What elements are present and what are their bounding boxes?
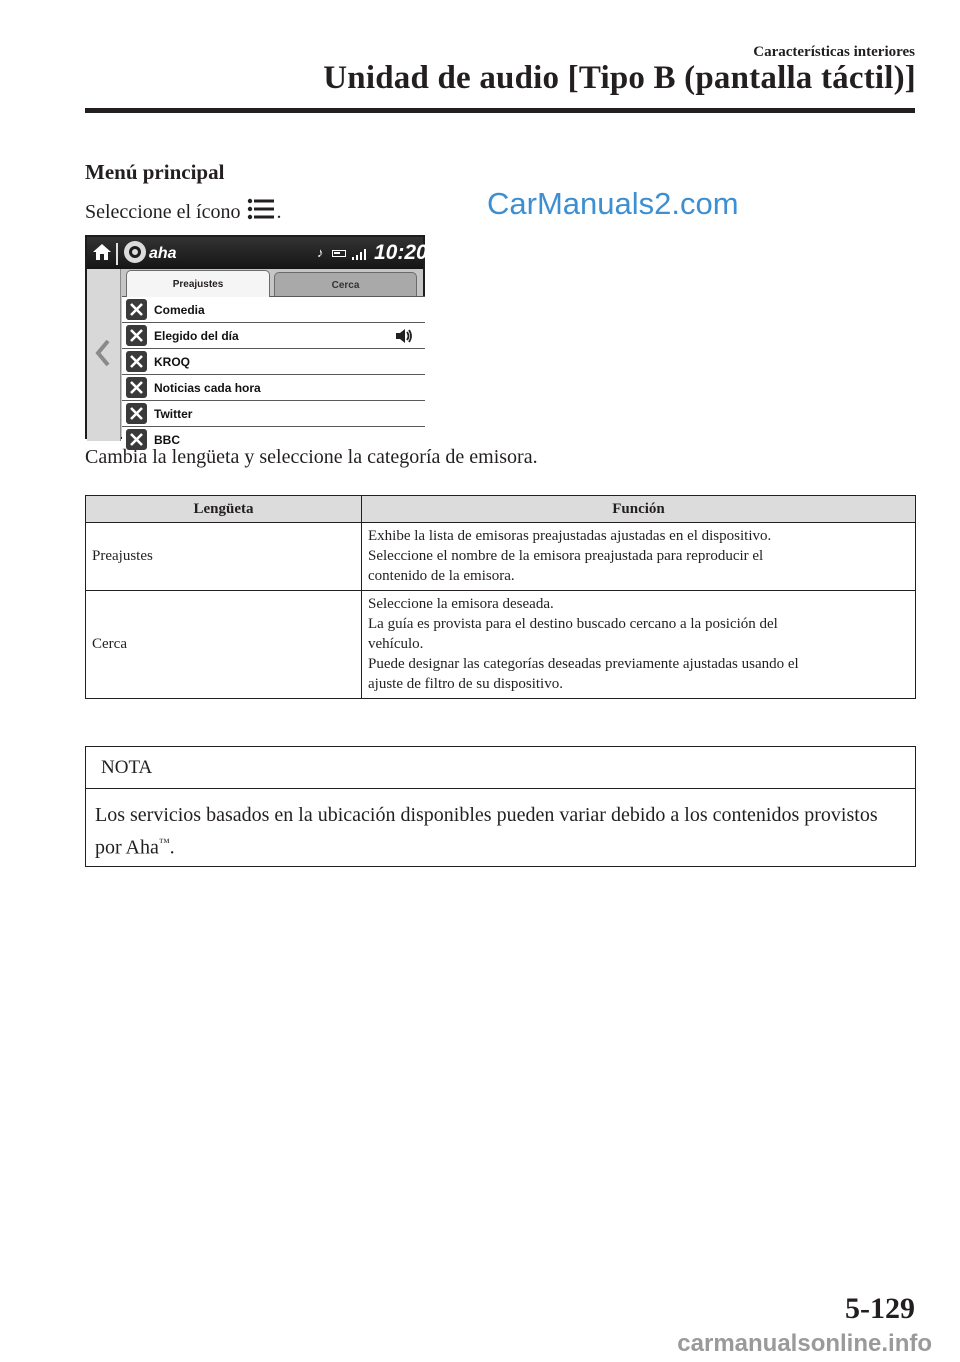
battery-icon xyxy=(332,250,346,257)
table-row xyxy=(86,523,916,591)
list-item[interactable] xyxy=(122,400,425,426)
list-menu-icon xyxy=(247,198,275,226)
separator xyxy=(116,243,118,265)
station-label: BBC xyxy=(154,432,180,447)
delete-icon[interactable] xyxy=(126,403,147,424)
section-label: Características interiores xyxy=(753,44,915,60)
aha-logo-icon xyxy=(124,241,146,263)
station-label: Comedia xyxy=(154,302,205,317)
station-label: KROQ xyxy=(154,354,190,369)
function-line: Seleccione el nombre de la emisora preajustada para reproducir el xyxy=(368,548,764,564)
note-body xyxy=(86,789,915,862)
list-item[interactable] xyxy=(122,374,425,400)
chapter-title: Unidad de audio [Tipo B (pantalla táctil)] xyxy=(323,60,916,96)
tab-cell: Preajustes xyxy=(86,523,362,591)
speaker-icon xyxy=(395,328,413,349)
note-text: Los servicios basados en la ubicación disponibles pueden variar debido a los contenidos provistos por Aha xyxy=(95,804,878,859)
function-line: La guía es provista para el destino buscado cercano a la posición del xyxy=(368,616,778,632)
table-header-row xyxy=(86,496,916,523)
function-cell xyxy=(362,523,916,591)
list-item[interactable] xyxy=(122,322,425,348)
station-label: Twitter xyxy=(154,406,193,421)
delete-icon[interactable] xyxy=(126,377,147,398)
function-line: Seleccione la emisora deseada. xyxy=(368,596,554,612)
page-number: 5-129 xyxy=(845,1292,915,1325)
signal-icon xyxy=(352,247,368,265)
clock: 10:20 xyxy=(374,241,428,264)
function-cell xyxy=(362,591,916,699)
function-line: vehículo. xyxy=(368,636,424,652)
note-period: . xyxy=(169,836,175,859)
instruction-line xyxy=(85,198,282,226)
station-list xyxy=(122,296,425,452)
tab-cell: Cerca xyxy=(86,591,362,699)
function-line: Exhibe la lista de emisoras preajustadas ajustadas en el dispositivo. xyxy=(368,528,772,544)
station-label: Noticias cada hora xyxy=(154,380,261,395)
function-table xyxy=(85,495,916,699)
instruction-text: Seleccione el ícono xyxy=(85,200,241,223)
tab-cerca[interactable]: Cerca xyxy=(274,272,417,297)
trademark: ™ xyxy=(158,837,170,849)
table-row xyxy=(86,591,916,699)
note-title: NOTA xyxy=(86,747,915,789)
column-header-tab: Lengüeta xyxy=(86,496,362,523)
music-note-icon: ♪ xyxy=(317,245,324,260)
screen-mockup xyxy=(85,235,428,447)
note-box xyxy=(85,746,916,867)
tab-preajustes[interactable]: Preajustes xyxy=(126,270,270,297)
home-icon[interactable] xyxy=(92,242,112,267)
function-line: Puede designar las categorías deseadas previamente ajustadas usando el xyxy=(368,656,799,672)
status-bar xyxy=(87,237,428,269)
sub-heading: Menú principal xyxy=(85,160,225,184)
back-panel[interactable] xyxy=(87,269,121,441)
delete-icon[interactable] xyxy=(126,351,147,372)
watermark: CarManuals2.com xyxy=(487,186,739,221)
list-item[interactable] xyxy=(122,296,425,322)
app-name: aha xyxy=(149,245,177,262)
column-header-function: Función xyxy=(362,496,916,523)
list-item[interactable] xyxy=(122,348,425,374)
delete-icon[interactable] xyxy=(126,325,147,346)
delete-icon[interactable] xyxy=(126,299,147,320)
chevron-left-icon[interactable] xyxy=(95,339,111,372)
caption: Cambia la lengüeta y seleccione la categoría de emisora. xyxy=(85,446,538,468)
header-rule xyxy=(85,108,915,113)
footer-site-mark: carmanualsonline.info xyxy=(677,1330,932,1357)
function-line: contenido de la emisora. xyxy=(368,568,515,584)
function-line: ajuste de filtro de su dispositivo. xyxy=(368,676,563,692)
station-label: Elegido del día xyxy=(154,328,239,343)
instruction-period: . xyxy=(276,200,282,223)
